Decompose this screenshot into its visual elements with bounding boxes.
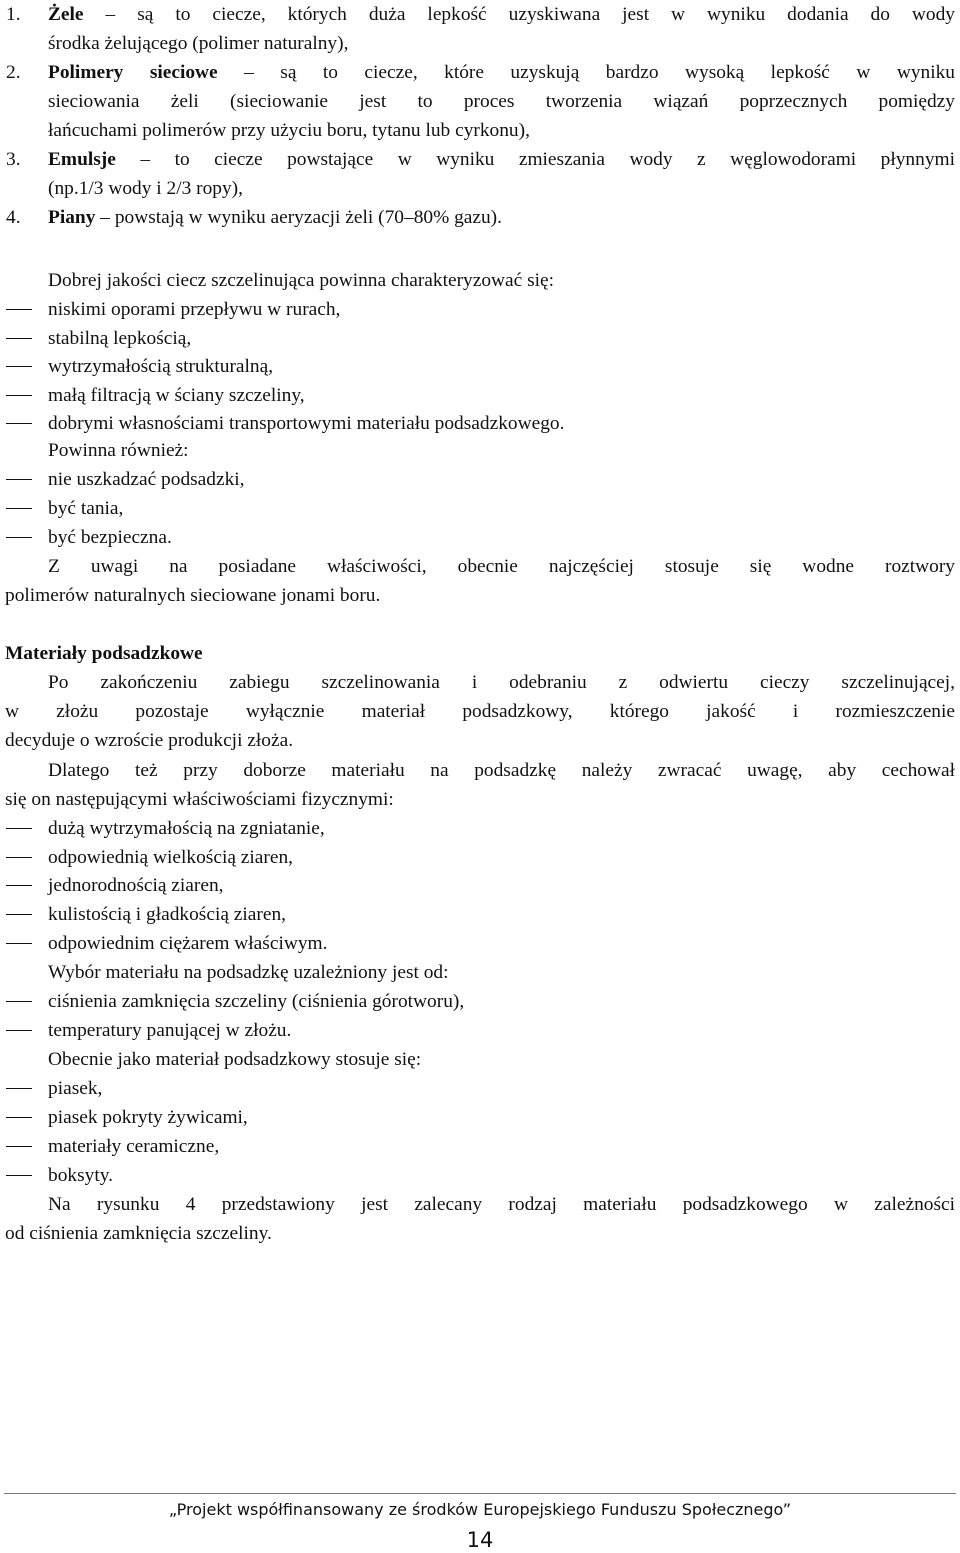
list-item-2-line-2: sieciowania żeli (sieciowanie jest to proces tworzenia wiązań poprzecznych pomiędzy (48, 91, 955, 112)
current-intro: Obecnie jako materiał podsadzkowy stosuje się: (48, 1049, 422, 1070)
dash-list-item: odpowiednim ciężarem właściwym. (0, 929, 960, 958)
dash-bullet (6, 366, 32, 367)
dash-list-item: wytrzymałością strukturalną, (0, 352, 960, 381)
dash-list-item: jednorodnością ziaren, (0, 871, 960, 900)
dash-bullet (6, 1088, 32, 1089)
term-zele: Żele (48, 4, 84, 25)
list-item-3-line-2: (np.1/3 wody i 2/3 ropy), (48, 178, 243, 199)
list-item-2-line-3: łańcuchami polimerów przy użyciu boru, tytanu lub cyrkonu), (48, 120, 530, 141)
dash-list-item: materiały ceramiczne, (0, 1132, 960, 1161)
dash-list-item: stabilną lepkością, (0, 324, 960, 353)
dash-list-item: niskimi oporami przepływu w rurach, (0, 295, 960, 324)
dash-list-item: być bezpieczna. (0, 523, 960, 552)
footer-divider (4, 1493, 956, 1494)
dash-list-item: dużą wytrzymałością na zgniatanie, (0, 814, 960, 843)
dash-bullet (6, 1146, 32, 1147)
term-dash: – (105, 4, 116, 25)
dash-list-item: temperatury panującej w złożu. (0, 1016, 960, 1045)
dash-bullet (6, 828, 32, 829)
quality-conclusion-line-1: Z uwagi na posiadane właściwości, obecnie najczęściej stosuje się wodne roztwory (48, 556, 955, 577)
section-heading: Materiały podsadzkowe (5, 643, 203, 664)
list-item-1-line-1: 1. Żele – są to ciecze, których duża lepkość uzyskiwana jest w wyniku dodania do wody (6, 4, 955, 25)
list-item-4-line-1: 4. Piany – powstają w wyniku aeryzacji żeli (70–80% gazu). (6, 207, 502, 228)
term-piany: Piany (48, 207, 96, 228)
dash-bullet (6, 479, 32, 480)
dash-bullet (6, 885, 32, 886)
dash-list-item: ciśnienia zamknięcia szczeliny (ciśnienia górotworu), (0, 987, 960, 1016)
dash-bullet (6, 309, 32, 310)
final-line-2: od ciśnienia zamknięcia szczeliny. (5, 1223, 272, 1244)
dash-list-item: dobrymi własnościami transportowymi materiału podsadzkowego. (0, 409, 960, 438)
dash-bullet (6, 338, 32, 339)
dash-list-item: nie uszkadzać podsadzki, (0, 465, 960, 494)
final-line-1: Na rysunku 4 przedstawiony jest zalecany rodzaj materiału podsadzkowego w zależności (48, 1194, 955, 1215)
dash-bullet (6, 395, 32, 396)
dash-bullet (6, 914, 32, 915)
dash-bullet (6, 1030, 32, 1031)
dash-bullet (6, 508, 32, 509)
dash-bullet (6, 1001, 32, 1002)
dash-bullet (6, 1117, 32, 1118)
para1-line-1: Po zakończeniu zabiegu szczelinowania i odebraniu z odwiertu cieczy szczelinującej, (48, 672, 955, 693)
quality-also: Powinna również: (48, 440, 189, 461)
quality-intro: Dobrej jakości ciecz szczelinująca powinna charakteryzować się: (48, 270, 555, 291)
dash-list-item: małą filtracją w ściany szczeliny, (0, 381, 960, 410)
dash-list-item: odpowiednią wielkością ziaren, (0, 843, 960, 872)
dash-bullet (6, 857, 32, 858)
dash-bullet (6, 423, 32, 424)
dash-list-item: być tania, (0, 494, 960, 523)
list-item-1-line-2: środka żelującego (polimer naturalny), (48, 33, 349, 54)
dash-list-item: boksyty. (0, 1161, 960, 1190)
para1-line-3: decyduje o wzroście produkcji złoża. (5, 730, 294, 751)
dash-list-item: kulistością i gładkością ziaren, (0, 900, 960, 929)
dash-list-item: piasek pokryty żywicami, (0, 1103, 960, 1132)
list-item-2-line-1: 2. Polimery sieciowe – są to ciecze, które uzyskują bardzo wysoką lepkość w wyniku (6, 62, 955, 83)
choice-intro: Wybór materiału na podsadzkę uzależniony jest od: (48, 962, 449, 983)
quality-conclusion-line-2: polimerów naturalnych sieciowane jonami boru. (5, 585, 381, 606)
para2-line-1: Dlatego też przy doborze materiału na podsadzkę należy zwracać uwagę, aby cechował (48, 760, 955, 781)
para1-line-2: w złożu pozostaje wyłącznie materiał podsadzkowy, którego jakość i rozmieszczenie (5, 701, 955, 722)
dash-bullet (6, 537, 32, 538)
para2-line-2: się on następującymi właściwościami fizycznymi: (5, 789, 394, 810)
footer-text: „Projekt współfinansowany ze środków Europejskiego Funduszu Społecznego” (168, 1500, 792, 1519)
page-number: 14 (466, 1528, 494, 1552)
list-item-3-line-1: 3. Emulsje – to ciecze powstające w wyniku zmieszania wody z węglowodorami płynnymi (6, 149, 955, 170)
term-emulsje: Emulsje (48, 149, 116, 170)
dash-list-item: piasek, (0, 1074, 960, 1103)
dash-bullet (6, 1175, 32, 1176)
term-polimery-sieciowe: Polimery sieciowe (48, 62, 218, 83)
dash-bullet (6, 943, 32, 944)
